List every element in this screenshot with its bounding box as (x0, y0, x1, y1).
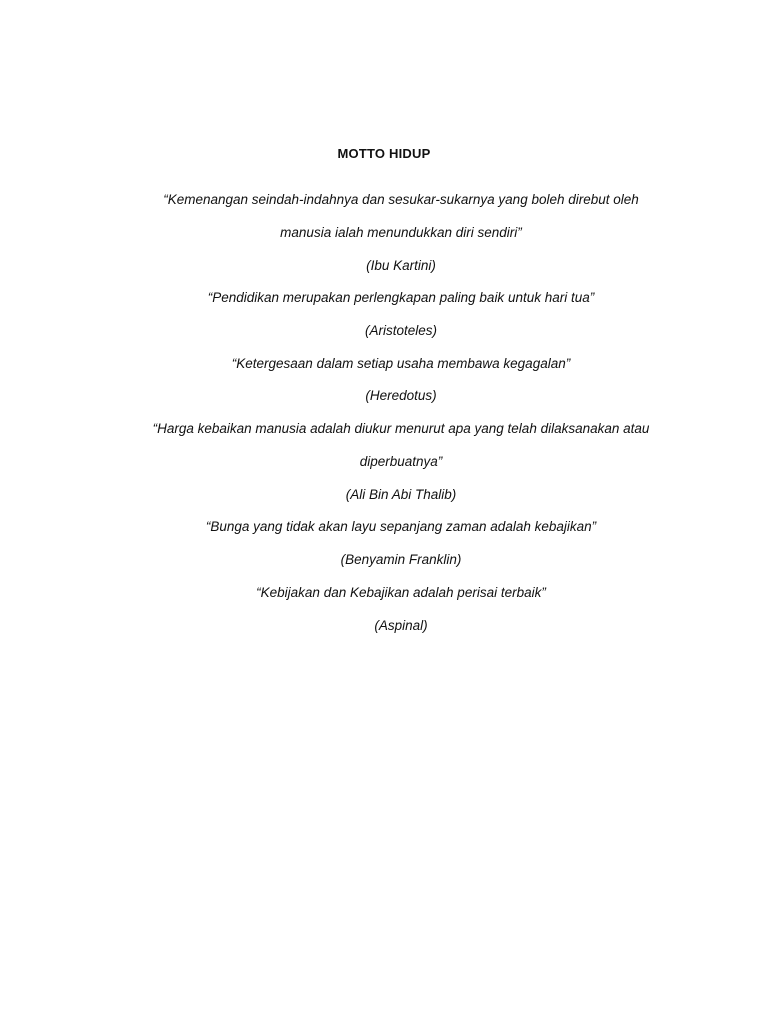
quote-1-line-1: “Kemenangan seindah-indahnya dan sesukar-sukarnya yang boleh direbut oleh (163, 192, 639, 207)
quote-3-author: (Heredotus) (365, 388, 437, 403)
quote-4-line-1: “Harga kebaikan manusia adalah diukur menurut apa yang telah dilaksanakan atau (152, 421, 650, 436)
quote-6-text: “Kebijakan dan Kebajikan adalah perisai terbaik” (256, 585, 546, 600)
quote-6-author: (Aspinal) (374, 618, 428, 633)
quote-2-author: (Aristoteles) (364, 323, 437, 338)
quote-1-line-2: manusia ialah menundukkan diri sendiri” (280, 225, 522, 240)
quote-5-text: “Bunga yang tidak akan layu sepanjang zaman adalah kebajikan” (205, 519, 597, 534)
page-title: MOTTO HIDUP (337, 146, 431, 161)
quote-1-author: (Ibu Kartini) (366, 258, 436, 273)
quote-4-line-2: diperbuatnya” (359, 454, 443, 469)
quote-2-text: “Pendidikan merupakan perlengkapan paling baik untuk hari tua” (207, 290, 595, 305)
quote-3-text: “Ketergesaan dalam setiap usaha membawa kegagalan” (231, 356, 571, 371)
quote-4-author: (Ali Bin Abi Thalib) (345, 487, 457, 502)
quote-5-author: (Benyamin Franklin) (340, 552, 462, 567)
